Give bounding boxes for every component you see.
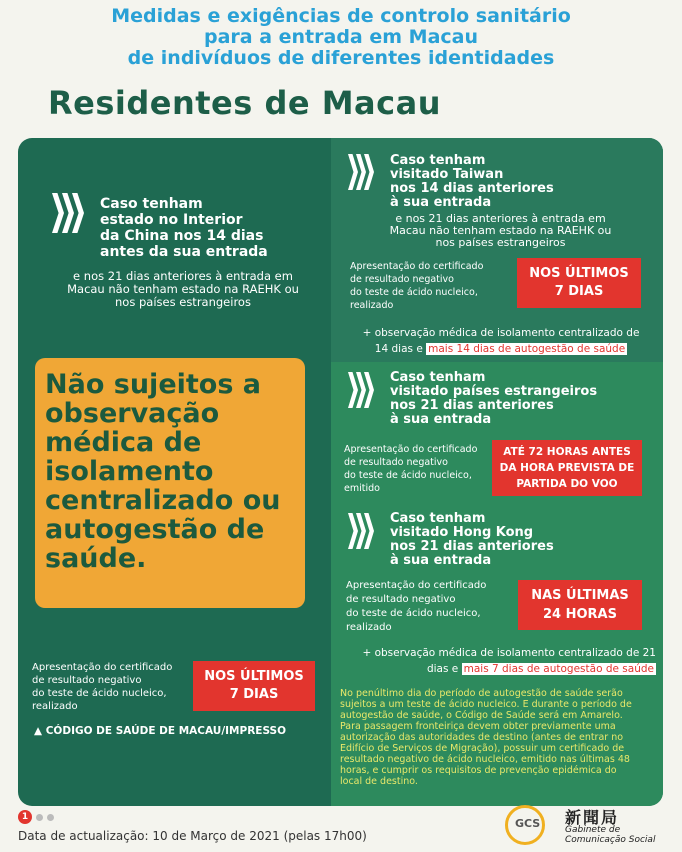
info-panel [18,138,663,806]
gcs-logo [505,805,675,849]
main-title: Residentes de Macau [48,84,441,122]
page-indicator-dot[interactable] [36,814,43,821]
chevron-icon [348,154,372,190]
logo-gcs-text: GCS [515,817,541,830]
page-header [0,6,682,69]
mainland-case-text: Caso tenham estado no Interior da China nos 14 dias antes da sua entrada [100,196,268,260]
mainland-time-badge: NOS ÚLTIMOS 7 DIAS [193,661,315,711]
no-quarantine-text: Não sujeitos a observação médica de isolamento centralizado ou autogestão de saúde. [45,369,281,574]
self-management-note: No penúltimo dia do período de autogestão de saúde serão sujeitos a um teste de ácido nucleico. E durante o período de autogestão de saúde, o Código de Saúde será em Amarelo. Para passagem fronteiriça devem obter previamente uma autorização das autoridades de destino (antes de entrar no Edifício de Serviços de Migração), possuir um certificado de resultado negativo de ácido nucleico, emitido nas últimas 48 horas, e cumprir os requisitos de prevenção epidémica do local de destino. [340,688,632,787]
logo-chinese-text: 新聞局 [565,808,620,827]
hongkong-time-badge: NAS ÚLTIMAS 24 HORAS [518,580,642,630]
page-indicator-current[interactable]: 1 [18,810,32,824]
header-line-2: para a entrada em Macau [203,26,479,48]
logo-portuguese-text: Gabinete de Comunicação Social [565,825,656,845]
taiwan-self-management-highlight: mais 14 dias de autogestão de saúde [428,343,626,355]
chevron-icon [348,372,372,408]
taiwan-observation: + observação médica de isolamento centralizado de 14 dias e mais 14 dias de autogestão de saúde [362,327,640,355]
foreign-case-text: Caso tenham visitado países estrangeiros nos 21 dias anteriores à sua entrada [390,370,598,427]
hongkong-case-text: Caso tenham visitado Hong Kong nos 21 dias anteriores à sua entrada [390,511,554,568]
foreign-cert-text: Apresentação do certificado de resultado negativo do teste de ácido nucleico, emitido [344,444,478,494]
chevron-icon [52,193,82,233]
hk-self-management-highlight: mais 7 dias de autogestão de saúde [463,663,654,675]
hongkong-cert-text: Apresentação do certificado de resultado negativo do teste de ácido nucleico, realizado [346,580,487,633]
foreign-time-badge: ATÉ 72 HORAS ANTES DA HORA PREVISTA DE PARTIDA DO VOO [492,440,642,496]
mainland-condition: e nos 21 dias anteriores à entrada em Macau não tenham estado na RAEHK ou nos países estrangeiros [67,269,299,309]
page-indicator-dot[interactable] [47,814,54,821]
no-quarantine-box [35,358,305,608]
taiwan-condition: e nos 21 dias anteriores à entrada em Macau não tenham estado na RAEHK ou nos países estrangeiros [389,212,612,249]
taiwan-time-badge: NOS ÚLTIMOS 7 DIAS [517,258,641,308]
mainland-cert-text: Apresentação do certificado de resultado negativo do teste de ácido nucleico, realizado [32,662,173,712]
chevron-icon [348,513,372,549]
header-line-3: de indivíduos de diferentes identidades [127,47,555,69]
page-indicator [18,810,54,824]
health-code-note: ▲ CÓDIGO DE SAÚDE DE MACAU/IMPRESSO [34,725,287,737]
hk-foreign-observation: + observação médica de isolamento centralizado de 21 dias e mais 7 dias de autogestão de saúde [362,647,656,675]
update-date: Data de actualização: 10 de Março de 2021 (pelas 17h00) [18,829,367,843]
taiwan-case-text: Caso tenham visitado Taiwan nos 14 dias anteriores à sua entrada [390,153,554,210]
taiwan-cert-text: Apresentação do certificado de resultado negativo do teste de ácido nucleico, realizado [350,261,484,311]
header-line-1: Medidas e exigências de controlo sanitário [111,5,571,27]
